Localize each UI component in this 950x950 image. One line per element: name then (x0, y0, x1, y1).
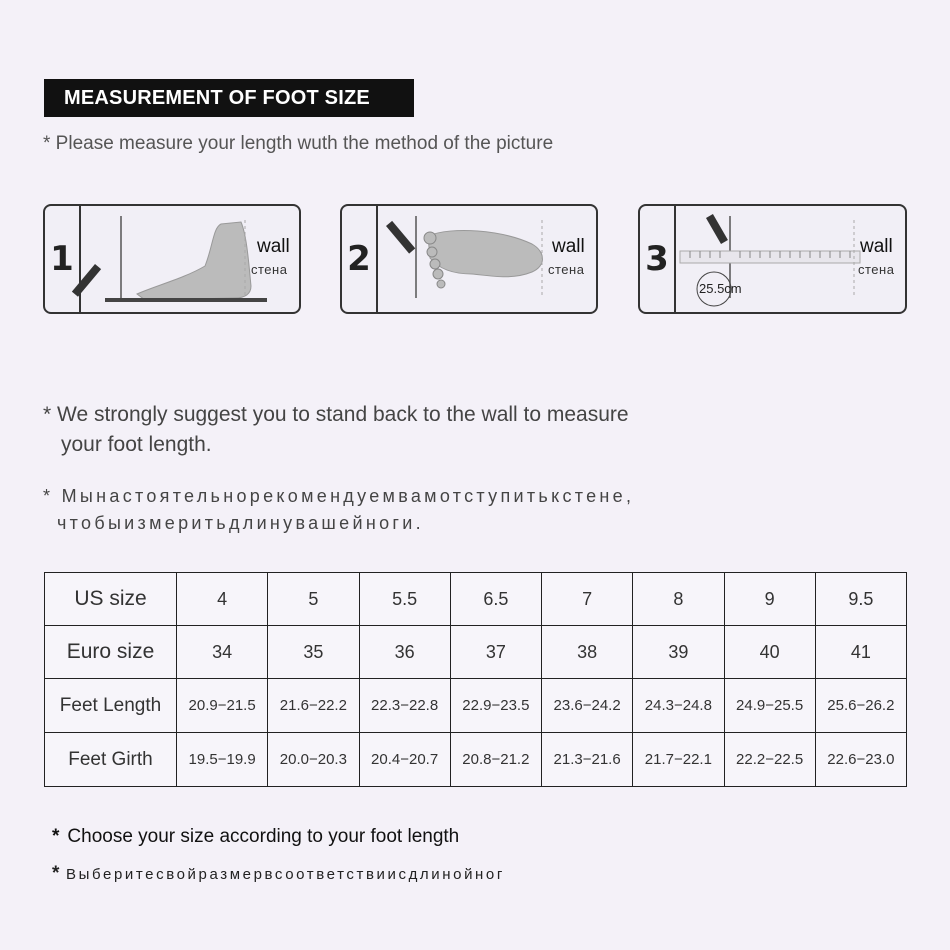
table-cell: 21.3−21.6 (542, 733, 633, 787)
table-cell: 23.6−24.2 (542, 679, 633, 733)
table-cell: 7 (542, 573, 633, 626)
step-3-card (638, 204, 907, 314)
wall-label: wall (257, 236, 290, 257)
ruler-illustration (640, 206, 907, 314)
table-cell: 22.3−22.8 (359, 679, 450, 733)
step-number: 3 (640, 206, 676, 312)
table-cell: 20.8−21.2 (450, 733, 541, 787)
table-cell: 9 (724, 573, 815, 626)
table-cell: 20.4−20.7 (359, 733, 450, 787)
bullet: * (52, 863, 62, 884)
table-cell: 19.5−19.9 (177, 733, 268, 787)
choose-size-text: Choose your size according to your foot length (67, 826, 460, 847)
table-cell: 22.2−22.5 (724, 733, 815, 787)
choose-size-note-ru (52, 863, 505, 885)
wall-label-ru: стена (251, 262, 288, 277)
wall-note-en-line2: your foot length. (61, 433, 212, 456)
table-cell: 9.5 (815, 573, 906, 626)
foot-top-illustration (342, 206, 598, 314)
table-cell: 39 (633, 626, 724, 679)
wall-note-en-line1: * We strongly suggest you to stand back to the wall to measure (43, 403, 629, 426)
table-row (45, 626, 907, 679)
row-header: Feet Girth (45, 733, 177, 787)
foot-side-illustration (45, 206, 301, 314)
wall-label-ru: стена (548, 262, 585, 277)
table-cell: 36 (359, 626, 450, 679)
row-header: US size (45, 573, 177, 626)
table-cell: 4 (177, 573, 268, 626)
table-row (45, 733, 907, 787)
wall-note-en (43, 400, 629, 460)
wall-note-ru (43, 483, 634, 537)
wall-label-ru: стена (858, 262, 895, 277)
table-cell: 25.6−26.2 (815, 679, 906, 733)
table-cell: 22.9−23.5 (450, 679, 541, 733)
row-header: Euro size (45, 626, 177, 679)
choose-size-text-ru: Выберитесвойразмервсоответствиисдлинойног (66, 866, 505, 883)
table-cell: 21.7−22.1 (633, 733, 724, 787)
table-cell: 37 (450, 626, 541, 679)
table-cell: 20.9−21.5 (177, 679, 268, 733)
row-header: Feet Length (45, 679, 177, 733)
bullet: * (52, 826, 60, 847)
wall-note-ru-line1: * Мынастоятельнорекомендуемвамотступитькстене, (43, 486, 635, 506)
table-cell: 24.9−25.5 (724, 679, 815, 733)
step-number: 1 (45, 206, 81, 312)
table-cell: 6.5 (450, 573, 541, 626)
wall-note-ru-line2: чтобыизмеритьдлинувашейноги. (57, 513, 424, 533)
table-row (45, 573, 907, 626)
measurement-readout: 25.5cm (699, 281, 742, 296)
table-cell: 22.6−23.0 (815, 733, 906, 787)
table-cell: 21.6−22.2 (268, 679, 359, 733)
choose-size-note (52, 826, 459, 848)
table-cell: 34 (177, 626, 268, 679)
step-1-card (43, 204, 301, 314)
table-cell: 20.0−20.3 (268, 733, 359, 787)
table-cell: 38 (542, 626, 633, 679)
table-cell: 5.5 (359, 573, 450, 626)
table-cell: 5 (268, 573, 359, 626)
table-row (45, 679, 907, 733)
instruction-subtitle: * Please measure your length wuth the method of the picture (43, 133, 554, 154)
size-chart-table (44, 572, 907, 787)
table-cell: 8 (633, 573, 724, 626)
table-cell: 40 (724, 626, 815, 679)
step-number: 2 (342, 206, 378, 312)
wall-label: wall (860, 236, 893, 257)
wall-label: wall (552, 236, 585, 257)
table-cell: 24.3−24.8 (633, 679, 724, 733)
step-2-card (340, 204, 598, 314)
page-title: MEASUREMENT OF FOOT SIZE (44, 79, 414, 117)
table-cell: 35 (268, 626, 359, 679)
table-cell: 41 (815, 626, 906, 679)
